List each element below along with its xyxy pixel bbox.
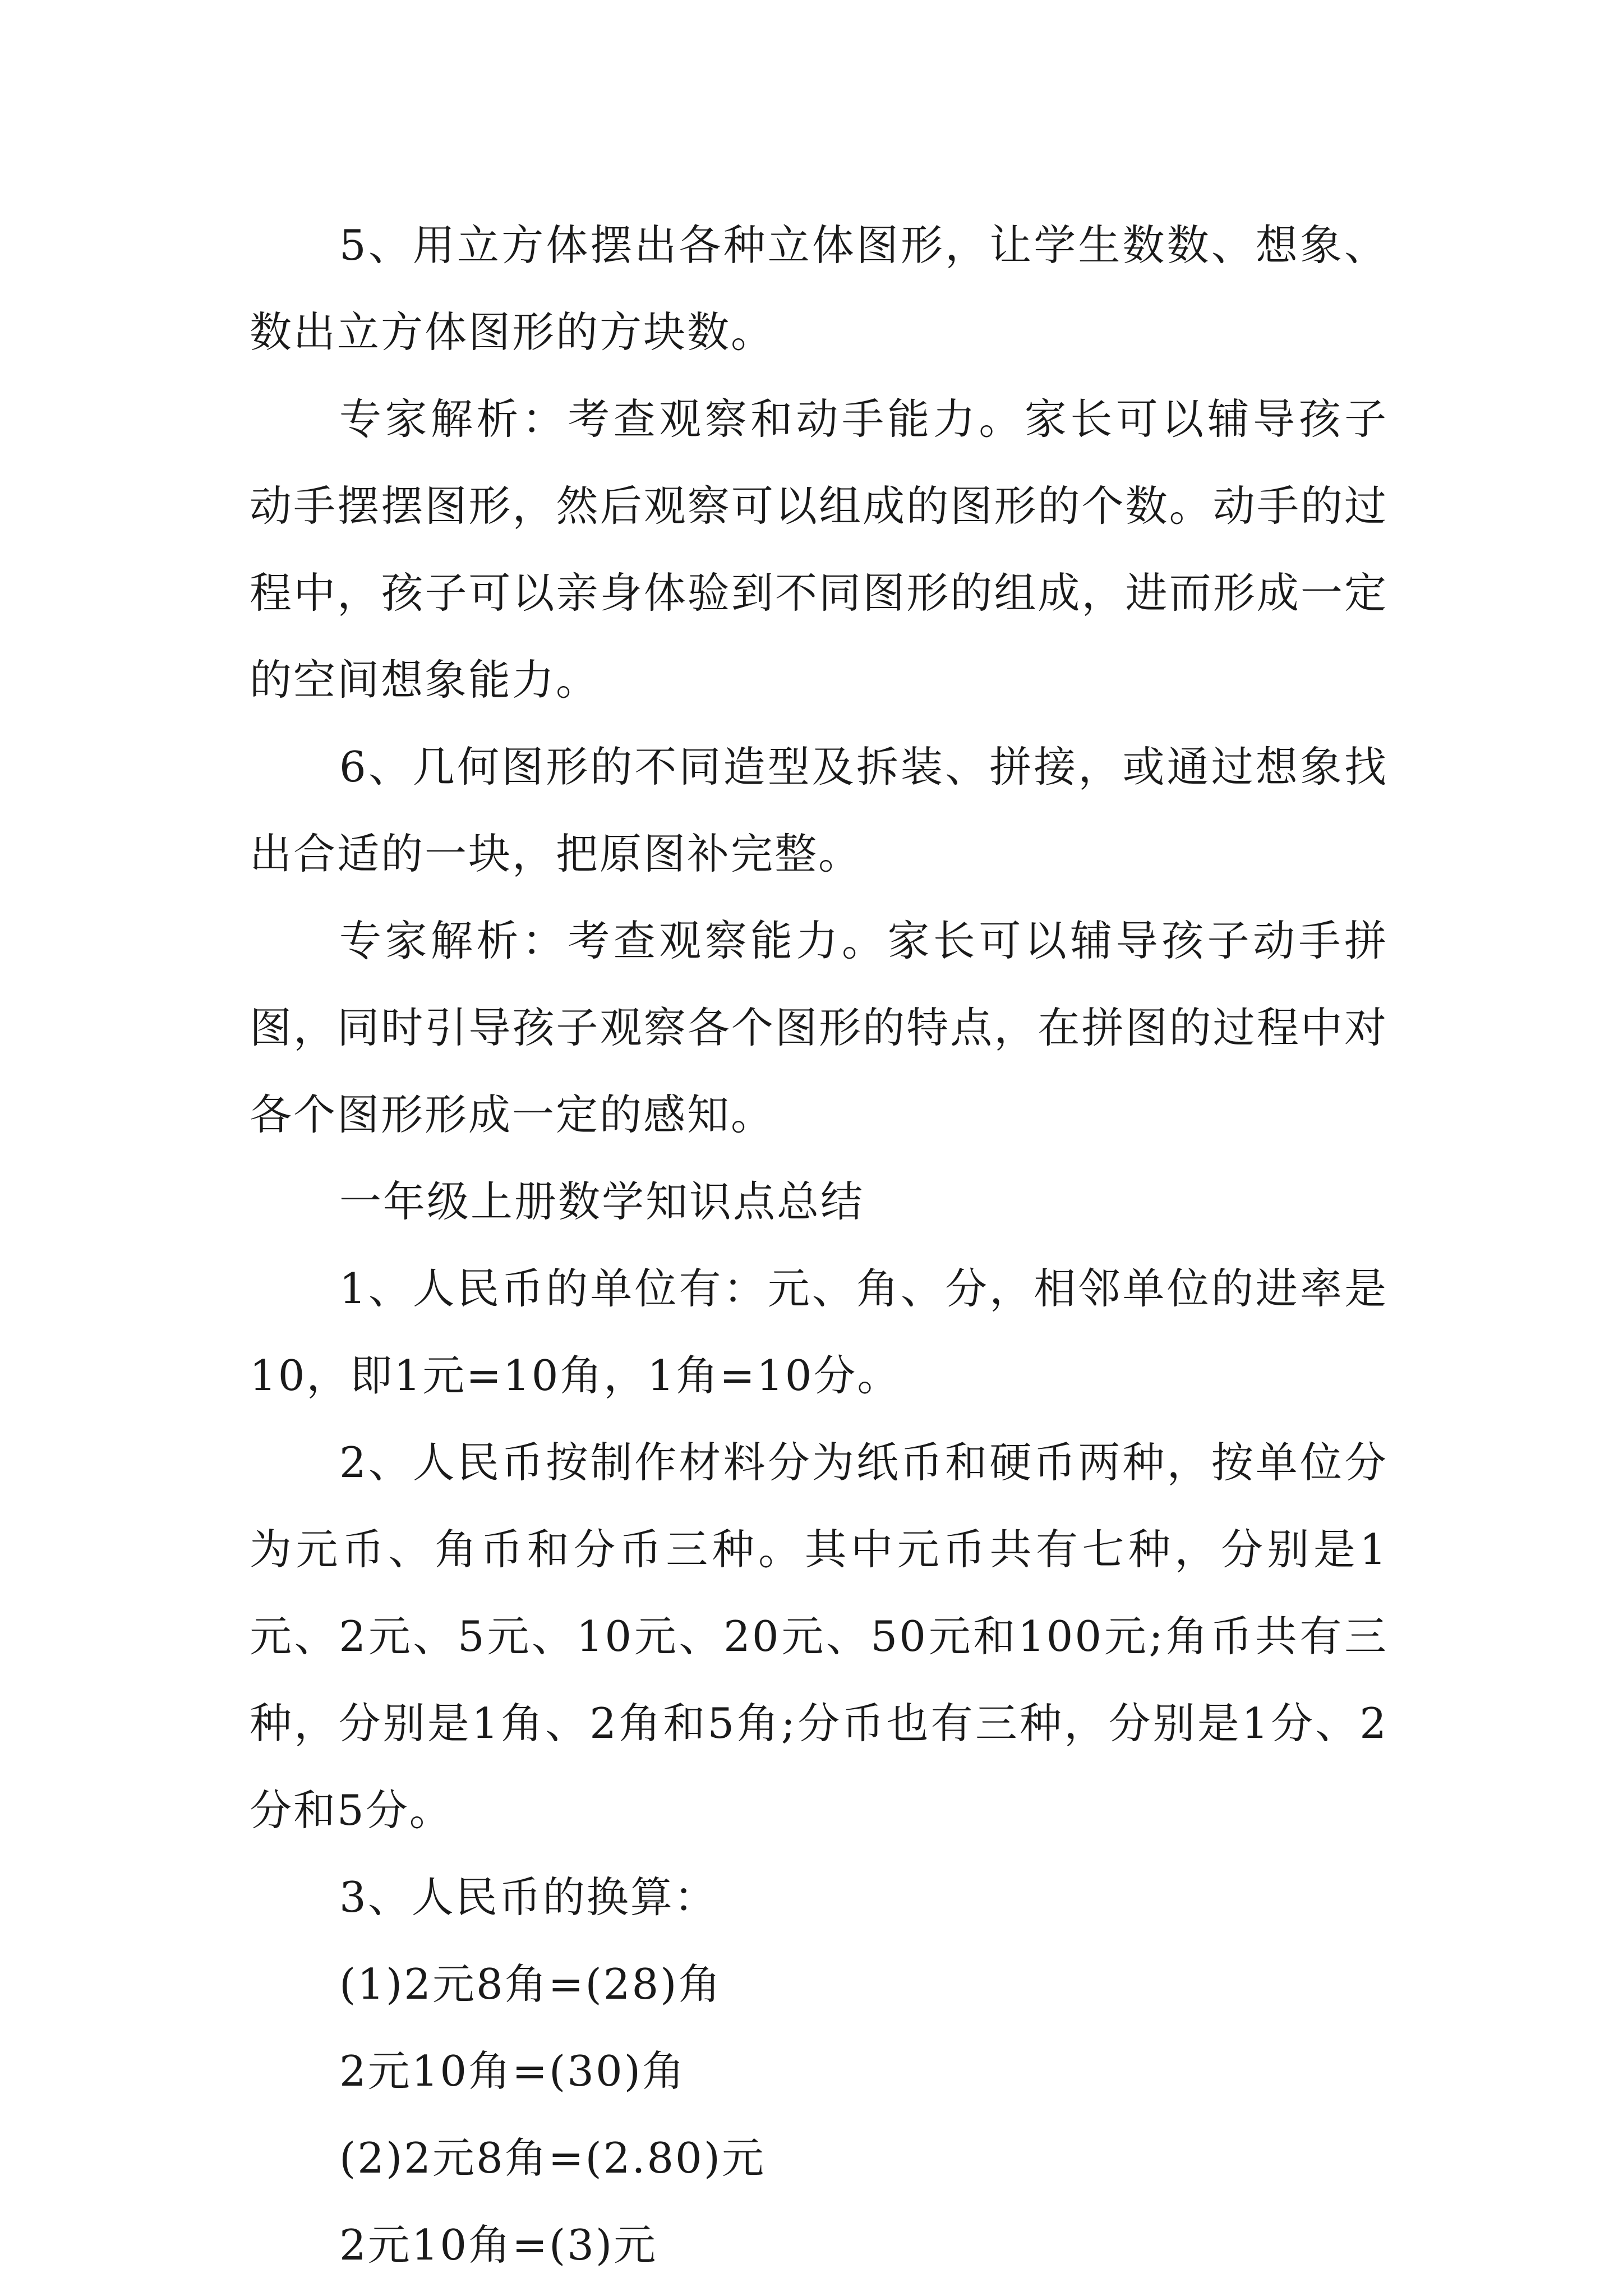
conversion-line: (1)2元8角=(28)角 [339,1959,722,2009]
document-page [250,202,1388,2289]
conversion-line: 2元10角=(3)元 [339,2220,658,2270]
paragraph-item-5: 5、用立方体摆出各种立体图形，让学生数数、想象、数出立方体图形的方块数。 [250,220,1388,357]
section-heading: 一年级上册数学知识点总结 [339,1177,865,1226]
paragraph-rmb-units: 1、人民币的单位有：元、角、分，相邻单位的进率是10，即1元=10角，1角=10分。 [250,1264,1388,1400]
paragraph-item-6: 6、几何图形的不同造型及拆装、拼接，或通过想象找出合适的一块，把原图补完整。 [250,742,1388,878]
conversion-line: (2)2元8角=(2.80)元 [339,2133,766,2183]
paragraph-rmb-conversion: 3、人民币的换算： [339,1872,718,1922]
paragraph-rmb-types: 2、人民币按制作材料分为纸币和硬币两种，按单位分为元币、角币和分币三种。其中元币共有七种，分别是1元、2元、5元、10元、20元、50元和100元;角币共有三种，分别是1角、2角和5角;分币也有三种，分别是1分、2分和5分。 [250,1438,1388,1835]
conversion-line: 2元10角=(30)角 [339,2046,686,2096]
paragraph-analysis-1: 专家解析：考查观察和动手能力。家长可以辅导孩子动手摆摆图形，然后观察可以组成的图形的个数。动手的过程中，孩子可以亲身体验到不同图形的组成，进而形成一定的空间想象能力。 [250,394,1388,705]
paragraph-analysis-2: 专家解析：考查观察能力。家长可以辅导孩子动手拼图，同时引导孩子观察各个图形的特点，在拼图的过程中对各个图形形成一定的感知。 [250,916,1388,1139]
